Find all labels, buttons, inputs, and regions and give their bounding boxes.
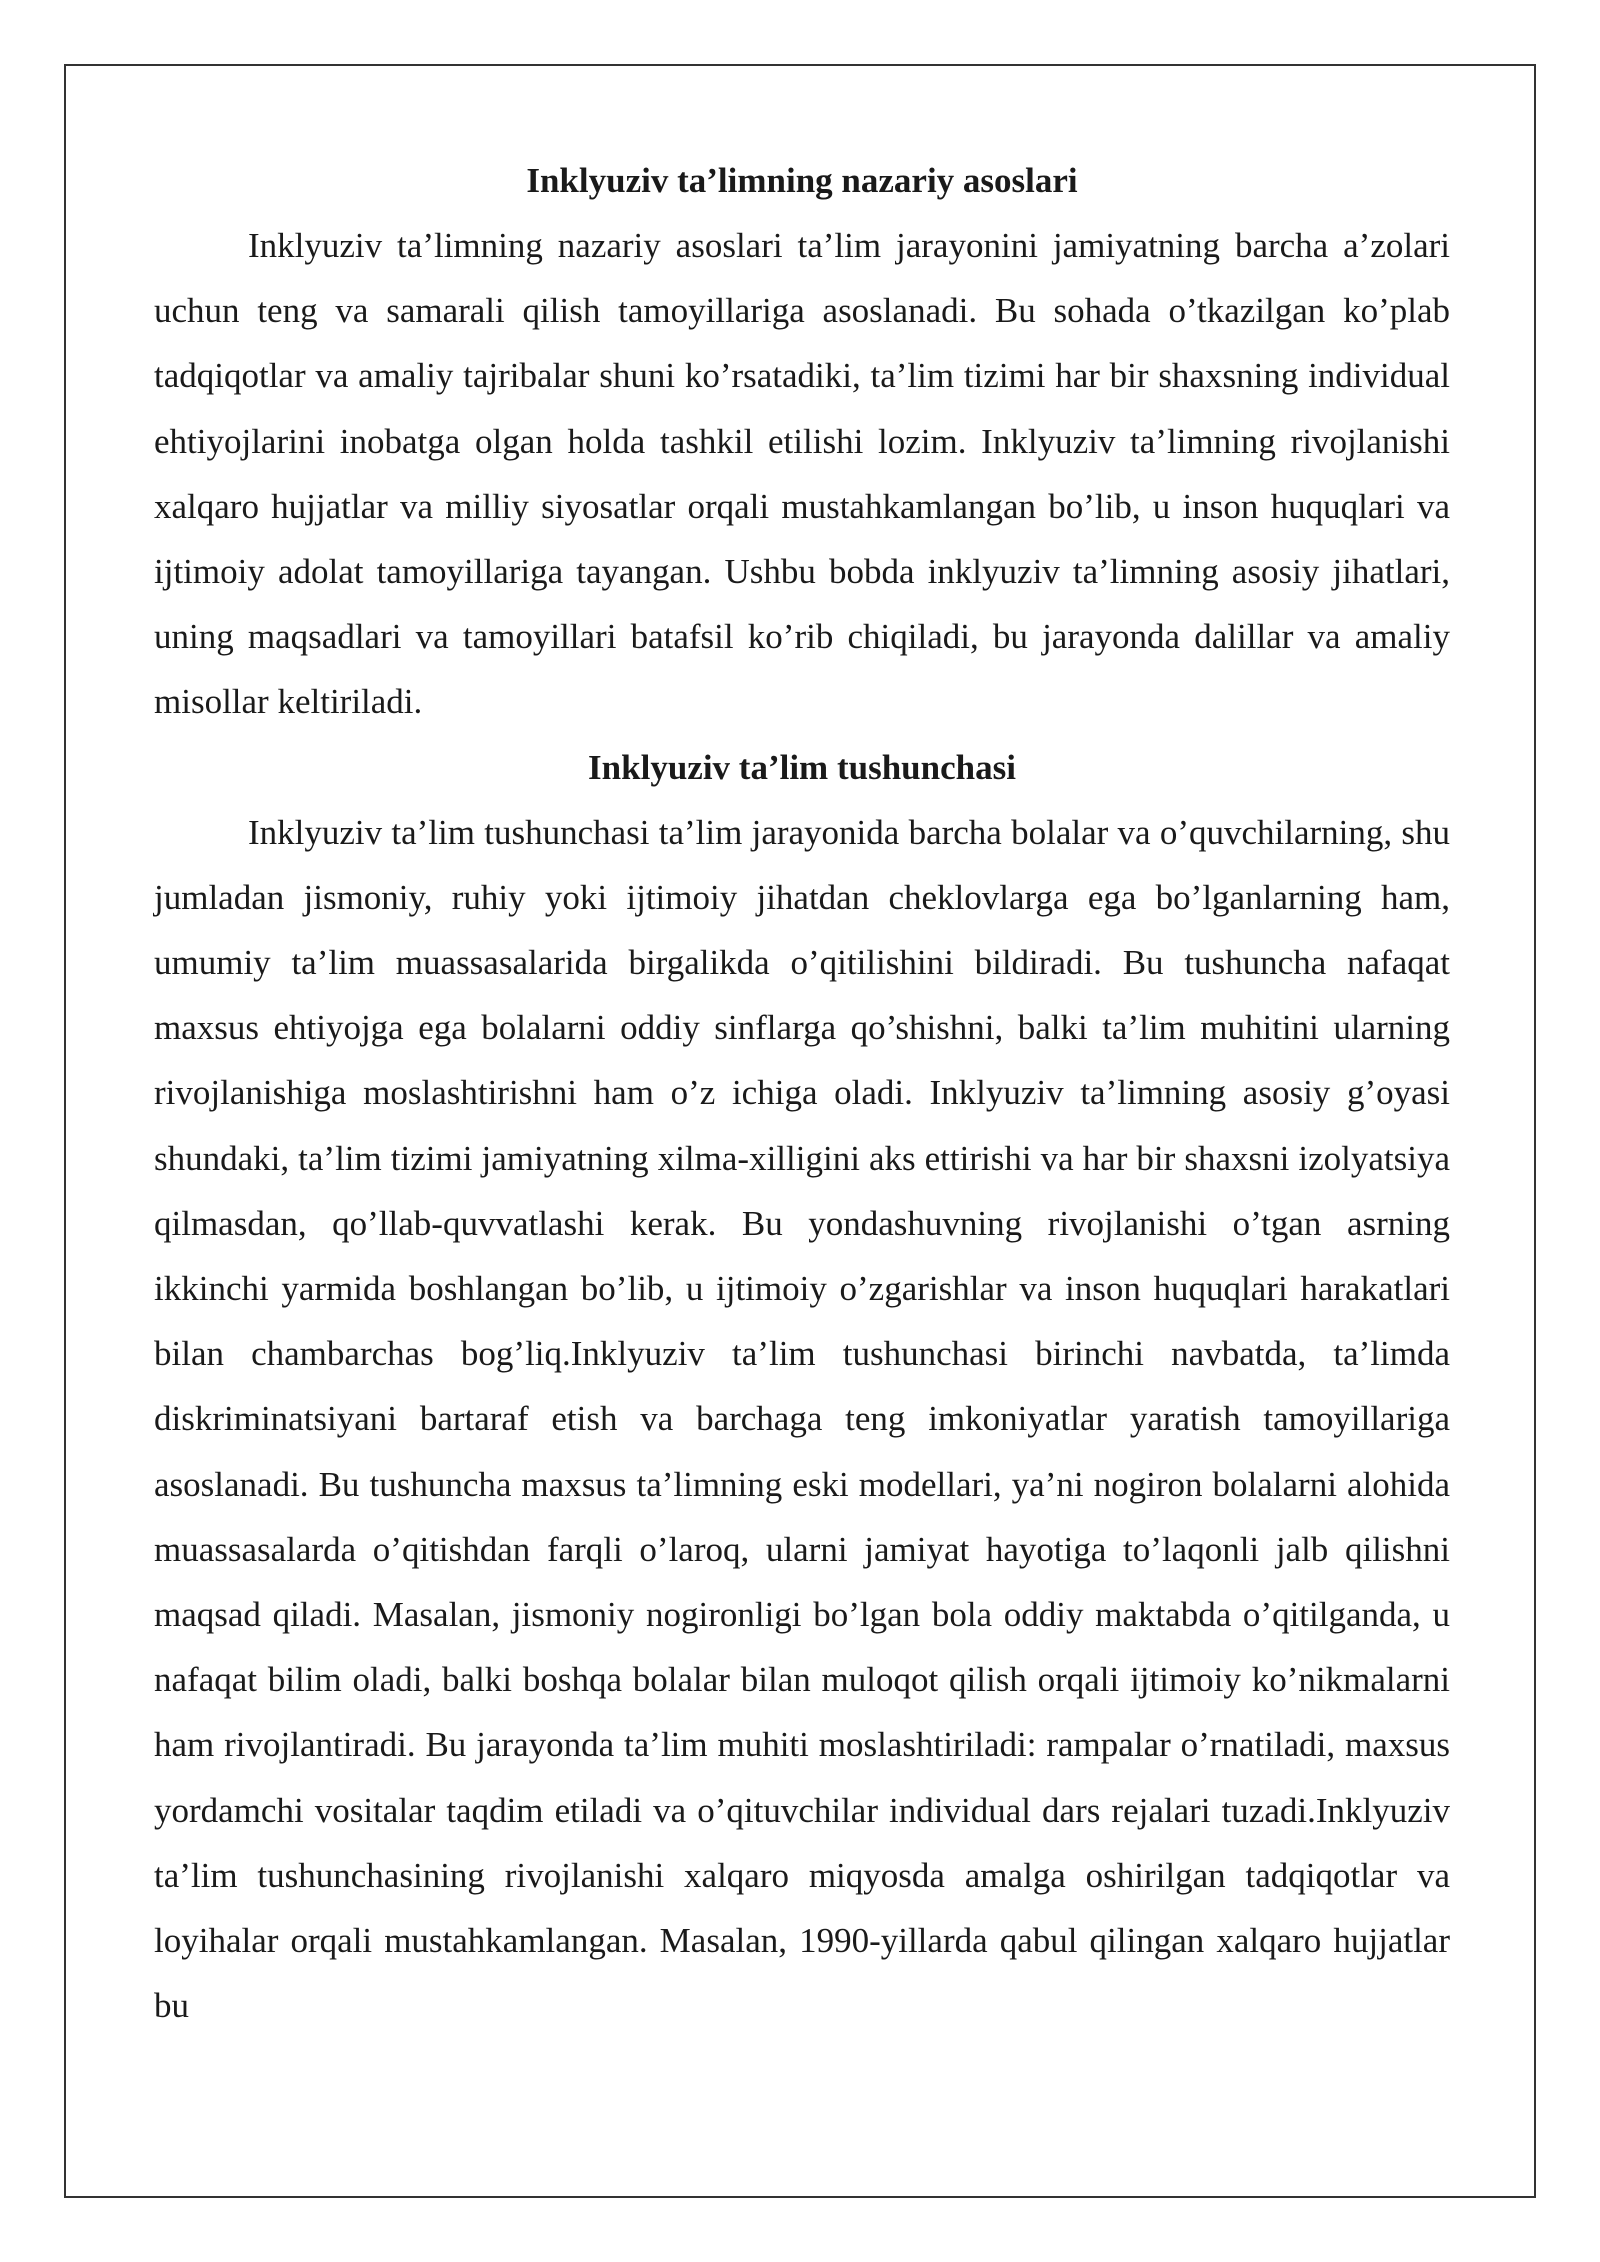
- section-heading-inclusive-education-concept: Inklyuziv ta’lim tushunchasi: [588, 747, 1016, 787]
- section-heading-theoretical-foundations: Inklyuziv ta’limning nazariy asoslari: [526, 161, 1078, 200]
- paragraph-theoretical-foundations: Inklyuziv ta’limning nazariy asoslari ta’lim jarayonini jamiyatning barcha a’zolari uchun teng va samarali qilish tamoyillariga asoslanadi. Bu sohada o’tkazilgan ko’plab tadqiqotlar va amaliy tajribalar shuni ko’rsatadiki, ta’lim tizimi har bir shaxsning individual ehtiyojlarini inobatga olgan holda tashkil etilishi lozim. Inklyuziv ta’limning rivojlanishi xalqaro hujjatlar va milliy siyosatlar orqali mustahkamlangan bo’lib, u inson huquqlari va ijtimoiy adolat tamoyillariga tayangan. Ushbu bobda inklyuziv ta’limning asosiy jihatlari, uning maqsadlari va tamoyillari batafsil ko’rib chiqiladi, bu jarayonda dalillar va amaliy misollar keltiriladi.: [154, 226, 1450, 722]
- document-body: [154, 148, 1450, 2038]
- paragraph-inclusive-education-concept: Inklyuziv ta’lim tushunchasi ta’lim jarayonida barcha bolalar va o’quvchilarning, shu jumladan jismoniy, ruhiy yoki ijtimoiy jihatdan cheklovlarga ega bo’lganlarning ham, umumiy ta’lim muassasalarida birgalikda o’qitilishini bildiradi. Bu tushuncha nafaqat maxsus ehtiyojga ega bolalarni oddiy sinflarga qo’shishni, balki ta’lim muhitini ularning rivojlanishiga moslashtirishni ham o’z ichiga oladi. Inklyuziv ta’limning asosiy g’oyasi shundaki, ta’lim tizimi jamiyatning xilma-xilligini aks ettirishi va har bir shaxsni izolyatsiya qilmasdan, qo’llab-quvvatlashi kerak. Bu yondashuvning rivojlanishi o’tgan asrning ikkinchi yarmida boshlangan bo’lib, u ijtimoiy o’zgarishlar va inson huquqlari harakatlari bilan chambarchas bog’liq.Inklyuziv ta’lim tushunchasi birinchi navbatda, ta’limda diskriminatsiyani bartaraf etish va barchaga teng imkoniyatlar yaratish tamoyillariga asoslanadi. Bu tushuncha maxsus ta’limning eski modellari, ya’ni nogiron bolalarni alohida muassasalarda o’qitishdan farqli o’laroq, ularni jamiyat hayotiga to’laqonli jalb qilishni maqsad qiladi. Masalan, jismoniy nogironligi bo’lgan bola oddiy maktabda o’qitilganda, u nafaqat bilim oladi, balki boshqa bolalar bilan muloqot qilish orqali ijtimoiy ko’nikmalarni ham rivojlantiradi. Bu jarayonda ta’lim muhiti moslashtiriladi: rampalar o’rnatiladi, maxsus yordamchi vositalar taqdim etiladi va o’qituvchilar individual dars rejalari tuzadi.Inklyuziv ta’lim tushunchasining rivojlanishi xalqaro miqyosda amalga oshirilgan tadqiqotlar va loyihalar orqali mustahkamlangan. Masalan, 1990-yillarda qabul qilingan xalqaro hujjatlar bu: [154, 812, 1450, 2026]
